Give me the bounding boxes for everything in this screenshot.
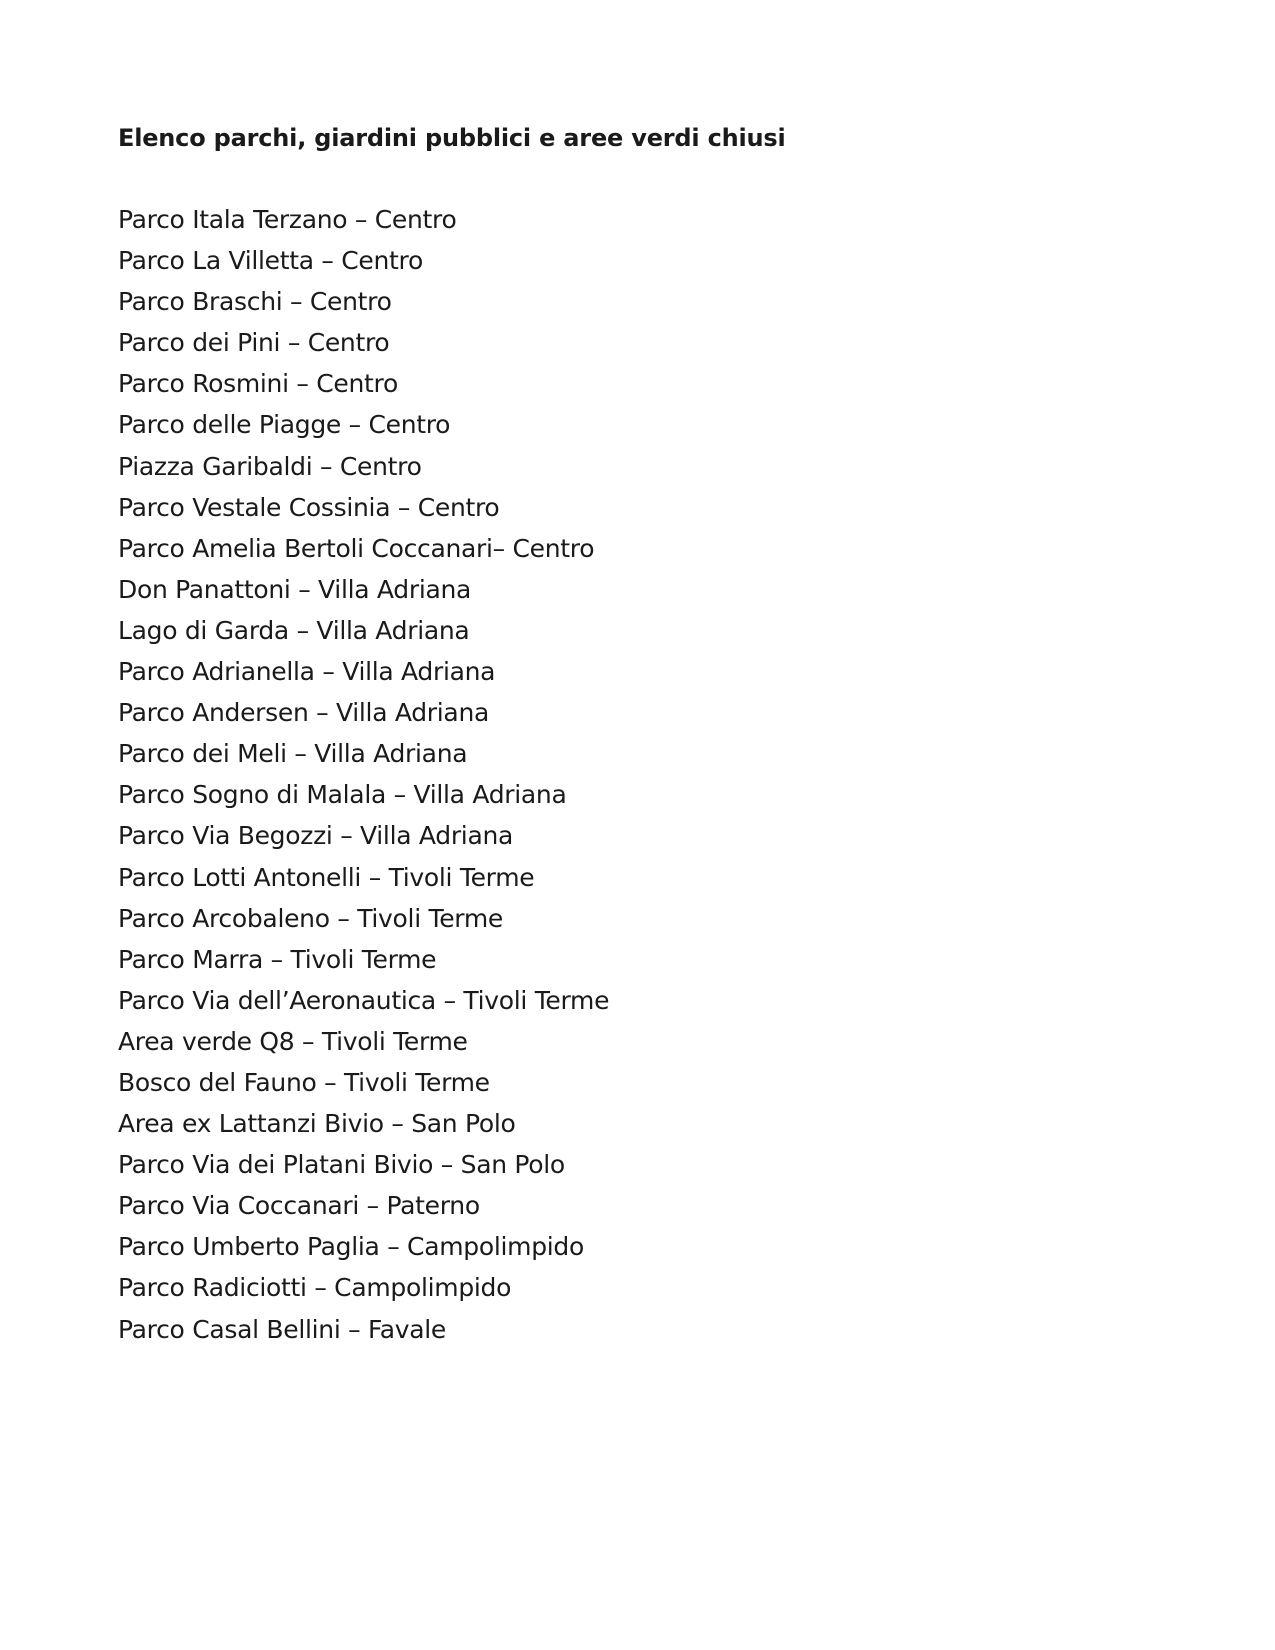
list-item: Lago di Garda – Villa Adriana [118, 615, 470, 645]
list-item: Parco La Villetta – Centro [118, 246, 423, 276]
list-item: Don Panattoni – Villa Adriana [118, 574, 472, 604]
list-item: Parco Adrianella – Villa Adriana [118, 657, 496, 687]
list-item: Parco Itala Terzano – Centro [118, 205, 457, 234]
list-item: Parco Radiciotti – Campolimpido [118, 1273, 512, 1303]
list-item: Parco Vestale Cossinia – Centro [118, 492, 500, 522]
list-item: Parco Casal Bellini – Favale [118, 1314, 447, 1344]
list-item: Piazza Garibaldi – Centro [118, 451, 422, 481]
list-item: Parco Andersen – Villa Adriana [118, 698, 490, 728]
list-item: Parco dei Meli – Villa Adriana [118, 739, 468, 769]
document-title: Elenco parchi, giardini pubblici e aree verdi chiusi [118, 124, 786, 152]
list-item: Area ex Lattanzi Bivio – San Polo [118, 1109, 516, 1139]
list-item: Parco Sogno di Malala – Villa Adriana [118, 780, 567, 810]
list-item: Parco Via Begozzi – Villa Adriana [118, 821, 514, 851]
list-item: Parco dei Pini – Centro [118, 328, 390, 358]
list-item: Parco Marra – Tivoli Terme [118, 944, 437, 974]
list-item: Parco Umberto Paglia – Campolimpido [118, 1232, 584, 1262]
list-item: Bosco del Fauno – Tivoli Terme [118, 1067, 490, 1097]
list-item: Parco Via Coccanari – Paterno [118, 1191, 480, 1221]
list-item: Parco Arcobaleno – Tivoli Terme [118, 903, 503, 933]
list-item: Parco Lotti Antonelli – Tivoli Terme [118, 862, 535, 892]
list-item: Parco Via dell’Aeronautica – Tivoli Terme [118, 985, 610, 1015]
park-list [118, 204, 609, 1355]
list-item: Parco Braschi – Centro [118, 287, 392, 317]
list-item: Parco Amelia Bertoli Coccanari– Centro [118, 533, 595, 563]
list-item: Parco Rosmini – Centro [118, 369, 398, 399]
list-item: Area verde Q8 – Tivoli Terme [118, 1026, 468, 1056]
list-item: Parco delle Piagge – Centro [118, 410, 451, 440]
list-item: Parco Via dei Platani Bivio – San Polo [118, 1150, 565, 1180]
